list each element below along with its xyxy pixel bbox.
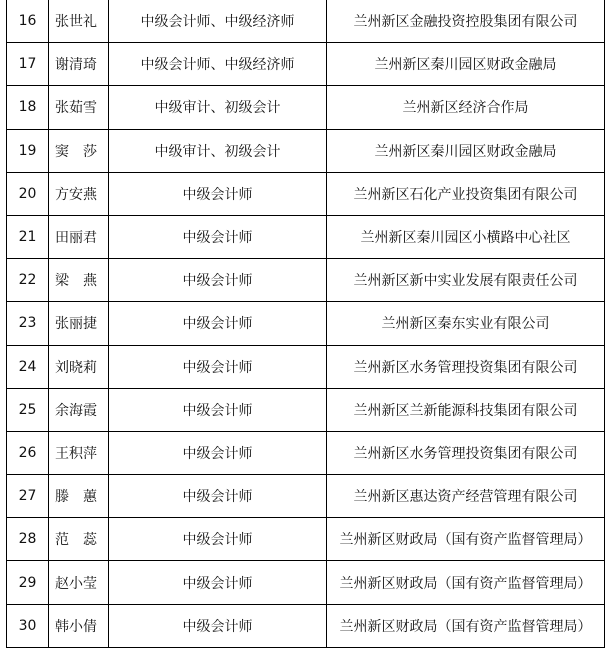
work-unit-cell: 兰州新区经济合作局 — [327, 86, 605, 129]
table-row — [7, 475, 605, 518]
table-row — [7, 259, 605, 302]
row-number-cell: 17 — [7, 43, 49, 86]
qualification-cell: 中级会计师、中级经济师 — [109, 43, 327, 86]
row-number-cell: 22 — [7, 259, 49, 302]
table-row — [7, 604, 605, 647]
work-unit-cell: 兰州新区石化产业投资集团有限公司 — [327, 172, 605, 215]
work-unit-cell: 兰州新区秦东实业有限公司 — [327, 302, 605, 345]
name-cell: 滕 蕙 — [49, 475, 109, 518]
qualification-cell: 中级会计师 — [109, 259, 327, 302]
work-unit-cell: 兰州新区财政局（国有资产监督管理局） — [327, 561, 605, 604]
row-number-cell: 21 — [7, 215, 49, 258]
personnel-table-body — [7, 0, 605, 647]
work-unit-cell: 兰州新区秦川园区财政金融局 — [327, 43, 605, 86]
table-row — [7, 518, 605, 561]
name-cell: 张茹雪 — [49, 86, 109, 129]
table-row — [7, 129, 605, 172]
name-cell: 韩小倩 — [49, 604, 109, 647]
personnel-table — [6, 0, 605, 648]
name-cell: 余海霞 — [49, 388, 109, 431]
qualification-cell: 中级审计、初级会计 — [109, 129, 327, 172]
row-number-cell: 29 — [7, 561, 49, 604]
qualification-cell: 中级会计师 — [109, 172, 327, 215]
qualification-cell: 中级会计师、中级经济师 — [109, 0, 327, 43]
qualification-cell: 中级会计师 — [109, 604, 327, 647]
qualification-cell: 中级审计、初级会计 — [109, 86, 327, 129]
row-number-cell: 27 — [7, 475, 49, 518]
name-cell: 窦 莎 — [49, 129, 109, 172]
work-unit-cell: 兰州新区秦川园区财政金融局 — [327, 129, 605, 172]
work-unit-cell: 兰州新区金融投资控股集团有限公司 — [327, 0, 605, 43]
name-cell: 方安燕 — [49, 172, 109, 215]
row-number-cell: 26 — [7, 431, 49, 474]
qualification-cell: 中级会计师 — [109, 475, 327, 518]
work-unit-cell: 兰州新区水务管理投资集团有限公司 — [327, 345, 605, 388]
table-row — [7, 215, 605, 258]
table-row — [7, 302, 605, 345]
table-row — [7, 0, 605, 43]
qualification-cell: 中级会计师 — [109, 302, 327, 345]
row-number-cell: 30 — [7, 604, 49, 647]
work-unit-cell: 兰州新区秦川园区小横路中心社区 — [327, 215, 605, 258]
name-cell: 范 蕊 — [49, 518, 109, 561]
work-unit-cell: 兰州新区财政局（国有资产监督管理局） — [327, 604, 605, 647]
table-row — [7, 172, 605, 215]
name-cell: 梁 燕 — [49, 259, 109, 302]
qualification-cell: 中级会计师 — [109, 431, 327, 474]
name-cell: 张丽捷 — [49, 302, 109, 345]
row-number-cell: 18 — [7, 86, 49, 129]
name-cell: 刘晓莉 — [49, 345, 109, 388]
row-number-cell: 28 — [7, 518, 49, 561]
name-cell: 张世礼 — [49, 0, 109, 43]
qualification-cell: 中级会计师 — [109, 388, 327, 431]
table-row — [7, 86, 605, 129]
row-number-cell: 16 — [7, 0, 49, 43]
name-cell: 赵小莹 — [49, 561, 109, 604]
qualification-cell: 中级会计师 — [109, 345, 327, 388]
row-number-cell: 20 — [7, 172, 49, 215]
work-unit-cell: 兰州新区水务管理投资集团有限公司 — [327, 431, 605, 474]
name-cell: 王积萍 — [49, 431, 109, 474]
table-row — [7, 43, 605, 86]
row-number-cell: 24 — [7, 345, 49, 388]
row-number-cell: 19 — [7, 129, 49, 172]
row-number-cell: 25 — [7, 388, 49, 431]
name-cell: 谢清琦 — [49, 43, 109, 86]
qualification-cell: 中级会计师 — [109, 215, 327, 258]
qualification-cell: 中级会计师 — [109, 518, 327, 561]
name-cell: 田丽君 — [49, 215, 109, 258]
table-row — [7, 388, 605, 431]
table-row — [7, 345, 605, 388]
table-row — [7, 431, 605, 474]
row-number-cell: 23 — [7, 302, 49, 345]
qualification-cell: 中级会计师 — [109, 561, 327, 604]
work-unit-cell: 兰州新区兰新能源科技集团有限公司 — [327, 388, 605, 431]
table-row — [7, 561, 605, 604]
work-unit-cell: 兰州新区财政局（国有资产监督管理局） — [327, 518, 605, 561]
work-unit-cell: 兰州新区新中实业发展有限责任公司 — [327, 259, 605, 302]
work-unit-cell: 兰州新区惠达资产经营管理有限公司 — [327, 475, 605, 518]
